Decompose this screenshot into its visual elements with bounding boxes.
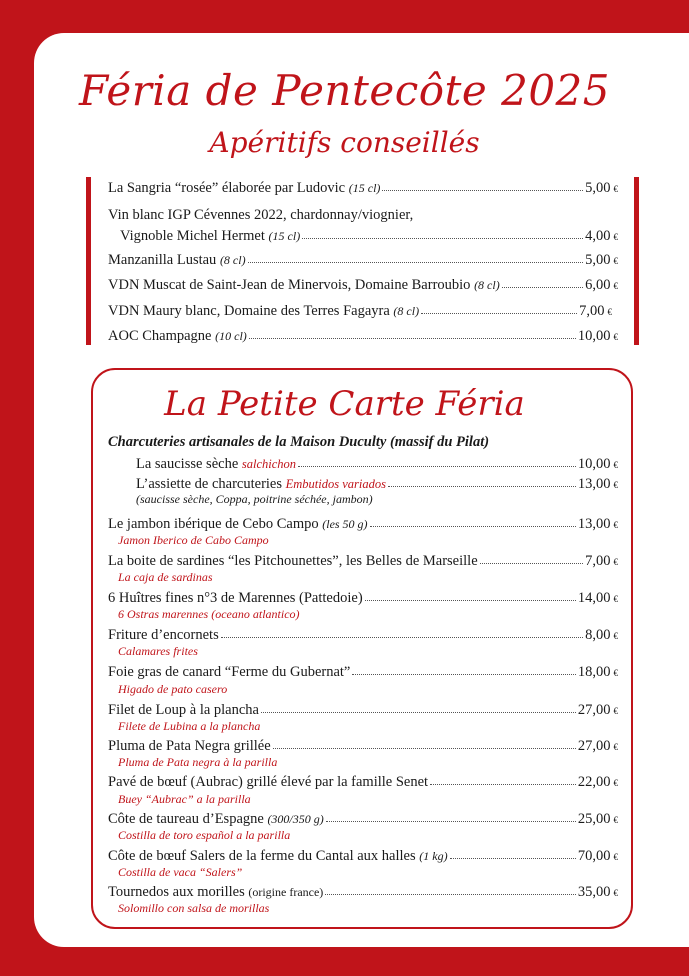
currency-symbol: €	[613, 815, 618, 825]
item-name: Côte de taureau d’Espagne	[108, 811, 264, 827]
item-price: 18,00	[577, 664, 611, 680]
currency-symbol: €	[613, 631, 618, 641]
item-price: 5,00	[585, 252, 611, 268]
aperitif-item	[108, 252, 618, 269]
right-accent-bar	[634, 177, 639, 345]
leader-dots	[248, 261, 584, 263]
item-price: 27,00	[577, 702, 611, 718]
currency-symbol: €	[613, 480, 618, 490]
item-note: (saucisse sèche, Coppa, poitrine séchée, jambon)	[136, 492, 373, 506]
leader-dots	[370, 525, 576, 527]
item-name: 6 Huîtres fines n°3 de Marennes (Pattedoie)	[108, 590, 363, 606]
item-price: 35,00	[577, 884, 611, 900]
leader-dots	[421, 312, 577, 314]
item-name: Le jambon ibérique de Cebo Campo	[108, 516, 319, 532]
page-title: Féria de Pentecôte 2025	[79, 66, 610, 115]
currency-symbol: €	[613, 668, 618, 678]
item-name: Foie gras de canard “Ferme du Gubernat”	[108, 664, 351, 680]
currency-symbol: €	[613, 706, 618, 716]
currency-symbol: €	[613, 594, 618, 604]
item-price: 5,00	[585, 180, 611, 196]
carte-item	[108, 627, 618, 644]
leader-dots	[326, 820, 576, 822]
leader-dots	[302, 237, 583, 239]
item-spanish: Higado de pato casero	[118, 682, 228, 696]
leader-dots	[365, 599, 576, 601]
item-qty: (8 cl)	[393, 304, 420, 318]
carte-item	[108, 738, 618, 755]
carte-title: La Petite Carte Féria	[164, 384, 525, 424]
item-qty: (les 50 g)	[322, 517, 368, 531]
item-qty: (origine france)	[248, 885, 324, 899]
item-price: 4,00	[585, 228, 611, 244]
carte-item	[108, 553, 618, 570]
item-spanish: Solomillo con salsa de morillas	[118, 901, 270, 915]
item-price: 8,00	[585, 627, 611, 643]
item-spanish: La caja de sardinas	[118, 570, 213, 584]
item-spanish: salchichon	[241, 457, 297, 471]
item-qty: (8 cl)	[219, 253, 246, 267]
leader-dots	[388, 485, 576, 487]
left-accent-bar	[86, 177, 91, 345]
item-price: 10,00	[577, 456, 611, 472]
leader-dots	[298, 465, 576, 467]
item-price: 22,00	[577, 774, 611, 790]
currency-symbol: €	[613, 460, 618, 470]
item-name: AOC Champagne	[108, 328, 212, 344]
leader-dots	[450, 857, 576, 859]
item-name: VDN Maury blanc, Domaine des Terres Fagayra	[108, 303, 390, 319]
item-price: 27,00	[577, 738, 611, 754]
currency-symbol: €	[613, 232, 618, 242]
leader-dots	[480, 562, 583, 564]
aperitif-item	[108, 328, 618, 345]
item-qty: (15 cl)	[268, 229, 301, 243]
currency-symbol: €	[613, 888, 618, 898]
item-name: L’assiette de charcuteries	[136, 476, 283, 492]
currency-symbol: €	[607, 307, 612, 317]
carte-item	[108, 702, 618, 719]
leader-dots	[221, 636, 583, 638]
item-qty: (10 cl)	[215, 329, 247, 343]
charcuterie-heading: Charcuteries artisanales de la Maison Duculty (massif du Pilat)	[108, 434, 490, 450]
leader-dots	[382, 189, 583, 191]
item-spanish: Embutidos variados	[285, 477, 386, 491]
item-spanish: Pluma de Pata negra à la parilla	[118, 755, 278, 769]
leader-dots	[502, 286, 583, 288]
item-price: 14,00	[577, 590, 611, 606]
item-name: Friture d’encornets	[108, 627, 219, 643]
item-price: 13,00	[577, 516, 611, 532]
leader-dots	[352, 673, 576, 675]
item-name: Pavé de bœuf (Aubrac) grillé élevé par la famille Senet	[108, 774, 429, 790]
item-spanish: Jamon Iberico de Cabo Campo	[118, 533, 269, 547]
item-price: 13,00	[577, 476, 611, 492]
item-name: La Sangria “rosée” élaborée par Ludovic	[108, 180, 346, 196]
carte-item	[108, 848, 618, 865]
aperitif-item	[120, 228, 618, 245]
item-price: 10,00	[577, 328, 611, 344]
item-price: 7,00	[585, 553, 611, 569]
carte-item	[108, 516, 618, 533]
leader-dots	[261, 711, 576, 713]
item-name: La saucisse sèche	[136, 456, 239, 472]
leader-dots	[249, 337, 576, 339]
leader-dots	[325, 893, 576, 895]
currency-symbol: €	[613, 520, 618, 530]
aperitif-item	[108, 180, 618, 197]
item-name: Vignoble Michel Hermet	[120, 228, 265, 244]
item-name: Côte de bœuf Salers de la ferme du Cantal aux halles	[108, 848, 416, 864]
leader-dots	[430, 783, 576, 785]
item-name: Filet de Loup à la plancha	[108, 702, 259, 718]
currency-symbol: €	[613, 778, 618, 788]
leader-dots	[273, 747, 576, 749]
item-spanish: Costilla de vaca “Salers”	[118, 865, 243, 879]
carte-item	[108, 590, 618, 607]
item-spanish: 6 Ostras marennes (oceano atlantico)	[118, 607, 300, 621]
item-qty: (300/350 g)	[267, 812, 324, 826]
item-name: VDN Muscat de Saint-Jean de Minervois, Domaine Barroubio	[108, 277, 471, 293]
item-qty: (8 cl)	[474, 278, 500, 292]
currency-symbol: €	[613, 557, 618, 567]
currency-symbol: €	[613, 184, 618, 194]
item-name: La boite de sardines “les Pitchounettes”, les Belles de Marseille	[108, 553, 478, 569]
item-price: 25,00	[577, 811, 611, 827]
aperitif-item-line1: Vin blanc IGP Cévennes 2022, chardonnay/viognier,	[108, 207, 414, 223]
charcuterie-item	[136, 456, 618, 473]
item-qty: (1 kg)	[419, 849, 448, 863]
currency-symbol: €	[613, 742, 618, 752]
carte-item	[108, 811, 618, 828]
item-qty: (15 cl)	[348, 181, 381, 195]
currency-symbol: €	[613, 332, 618, 342]
item-name: Pluma de Pata Negra grillée	[108, 738, 271, 754]
item-spanish: Calamares frites	[118, 644, 198, 658]
item-spanish: Buey “Aubrac” a la parilla	[118, 792, 251, 806]
carte-item	[108, 774, 618, 791]
charcuterie-item	[136, 476, 618, 493]
item-name: Manzanilla Lustau	[108, 252, 217, 268]
aperitif-item	[108, 277, 618, 294]
item-spanish: Filete de Lubina a la plancha	[118, 719, 261, 733]
currency-symbol: €	[613, 256, 618, 266]
aperitifs-heading: Apéritifs conseillés	[209, 126, 480, 159]
item-price: 7,00	[579, 303, 605, 319]
item-price: 70,00	[577, 848, 611, 864]
item-name: Tournedos aux morilles	[108, 884, 245, 900]
item-price: 6,00	[585, 277, 611, 293]
carte-item	[108, 884, 618, 901]
aperitif-item	[108, 303, 612, 320]
carte-item	[108, 664, 618, 681]
currency-symbol: €	[613, 852, 618, 862]
item-spanish: Costilla de toro español a la parilla	[118, 828, 291, 842]
currency-symbol: €	[613, 281, 618, 291]
